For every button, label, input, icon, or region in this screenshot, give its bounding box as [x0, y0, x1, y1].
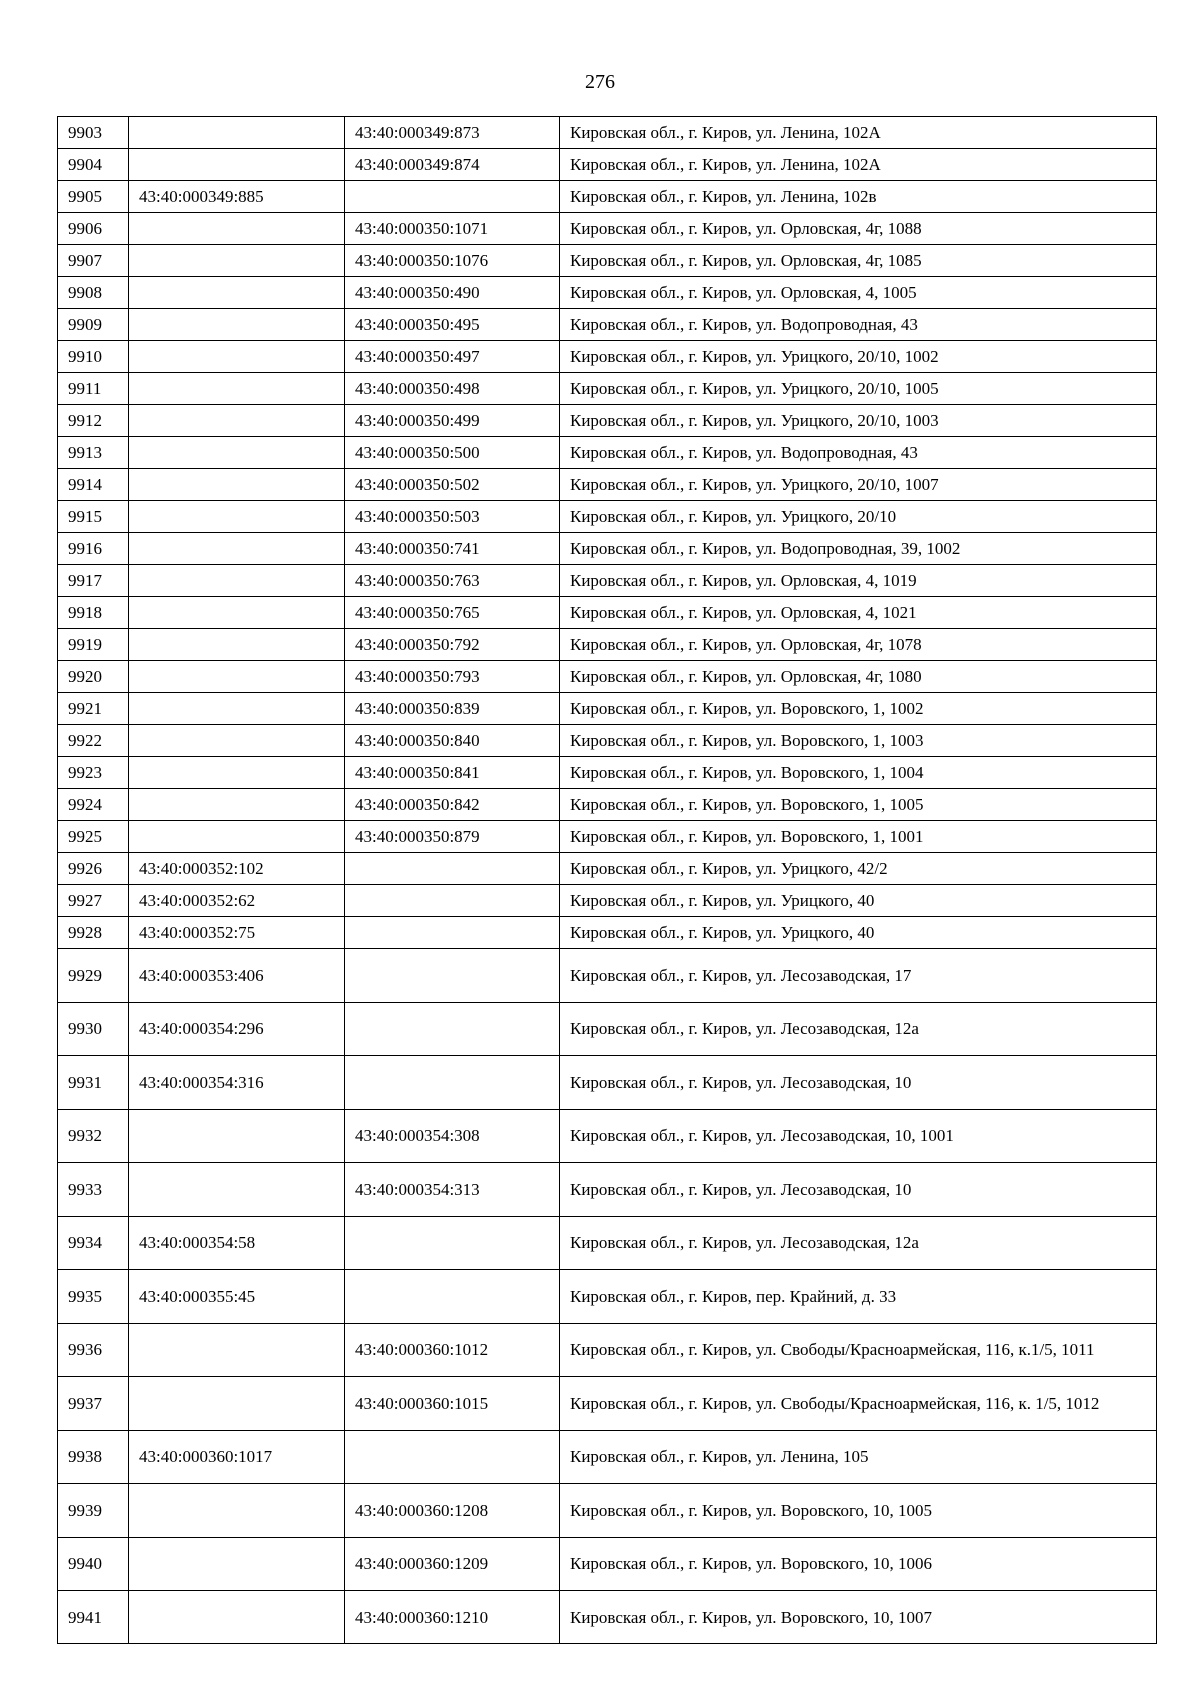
table-row — [58, 821, 1157, 853]
cadastral-number-primary — [129, 149, 345, 181]
address: Кировская обл., г. Киров, ул. Лесозаводская, 10 — [560, 1163, 1157, 1217]
cadastral-number-primary — [129, 821, 345, 853]
address: Кировская обл., г. Киров, ул. Урицкого, 20/10, 1003 — [560, 405, 1157, 437]
cadastral-number-primary — [129, 1591, 345, 1644]
address: Кировская обл., г. Киров, ул. Воровского, 1, 1003 — [560, 725, 1157, 757]
cadastral-number-secondary: 43:40:000350:495 — [345, 309, 560, 341]
address: Кировская обл., г. Киров, ул. Орловская, 4г, 1078 — [560, 629, 1157, 661]
row-number: 9903 — [58, 117, 129, 149]
cadastral-number-primary — [129, 789, 345, 821]
row-number: 9916 — [58, 533, 129, 565]
cadastral-number-primary: 43:40:000349:885 — [129, 181, 345, 213]
cadastral-number-primary — [129, 661, 345, 693]
cadastral-number-secondary: 43:40:000350:842 — [345, 789, 560, 821]
cadastral-number-primary: 43:40:000355:45 — [129, 1270, 345, 1324]
cadastral-number-primary — [129, 341, 345, 373]
cadastral-number-secondary: 43:40:000354:313 — [345, 1163, 560, 1217]
row-number: 9940 — [58, 1537, 129, 1591]
cadastral-number-primary — [129, 693, 345, 725]
row-number: 9931 — [58, 1056, 129, 1110]
cadastral-number-primary — [129, 501, 345, 533]
row-number: 9920 — [58, 661, 129, 693]
cadastral-number-primary: 43:40:000354:58 — [129, 1216, 345, 1270]
cadastral-number-secondary — [345, 1270, 560, 1324]
row-number: 9936 — [58, 1323, 129, 1377]
table-row — [58, 917, 1157, 949]
table-row — [58, 853, 1157, 885]
row-number: 9911 — [58, 373, 129, 405]
cadastral-number-secondary: 43:40:000350:741 — [345, 533, 560, 565]
cadastral-number-secondary — [345, 1056, 560, 1110]
table-row — [58, 469, 1157, 501]
registry-table — [57, 116, 1157, 1644]
cadastral-number-primary — [129, 277, 345, 309]
row-number: 9924 — [58, 789, 129, 821]
cadastral-number-primary — [129, 405, 345, 437]
cadastral-number-primary: 43:40:000354:316 — [129, 1056, 345, 1110]
address: Кировская обл., г. Киров, ул. Водопроводная, 43 — [560, 309, 1157, 341]
table-row — [58, 245, 1157, 277]
address: Кировская обл., г. Киров, ул. Лесозаводская, 17 — [560, 949, 1157, 1003]
cadastral-number-primary — [129, 245, 345, 277]
cadastral-number-secondary: 43:40:000350:841 — [345, 757, 560, 789]
cadastral-number-primary — [129, 469, 345, 501]
row-number: 9905 — [58, 181, 129, 213]
address: Кировская обл., г. Киров, ул. Орловская, 4г, 1080 — [560, 661, 1157, 693]
cadastral-number-secondary: 43:40:000350:839 — [345, 693, 560, 725]
table-row — [58, 1109, 1157, 1163]
table-row — [58, 501, 1157, 533]
cadastral-number-secondary — [345, 885, 560, 917]
address: Кировская обл., г. Киров, ул. Лесозаводская, 10 — [560, 1056, 1157, 1110]
table-row — [58, 1430, 1157, 1484]
address: Кировская обл., г. Киров, ул. Ленина, 102А — [560, 117, 1157, 149]
cadastral-number-primary — [129, 213, 345, 245]
cadastral-number-secondary: 43:40:000354:308 — [345, 1109, 560, 1163]
table-row — [58, 309, 1157, 341]
row-number: 9932 — [58, 1109, 129, 1163]
table-row — [58, 1537, 1157, 1591]
cadastral-number-primary — [129, 1377, 345, 1431]
address: Кировская обл., г. Киров, ул. Ленина, 102в — [560, 181, 1157, 213]
address: Кировская обл., г. Киров, ул. Ленина, 105 — [560, 1430, 1157, 1484]
table-row — [58, 1163, 1157, 1217]
row-number: 9908 — [58, 277, 129, 309]
cadastral-number-secondary — [345, 853, 560, 885]
row-number: 9934 — [58, 1216, 129, 1270]
address: Кировская обл., г. Киров, ул. Воровского, 1, 1004 — [560, 757, 1157, 789]
table-row — [58, 533, 1157, 565]
cadastral-number-primary — [129, 757, 345, 789]
cadastral-number-primary — [129, 117, 345, 149]
table-row — [58, 437, 1157, 469]
table-row — [58, 149, 1157, 181]
address: Кировская обл., г. Киров, ул. Водопроводная, 39, 1002 — [560, 533, 1157, 565]
table-row — [58, 1216, 1157, 1270]
cadastral-number-secondary: 43:40:000360:1012 — [345, 1323, 560, 1377]
cadastral-number-primary — [129, 725, 345, 757]
row-number: 9923 — [58, 757, 129, 789]
address: Кировская обл., г. Киров, ул. Воровского, 1, 1002 — [560, 693, 1157, 725]
row-number: 9928 — [58, 917, 129, 949]
address: Кировская обл., г. Киров, ул. Лесозаводская, 12а — [560, 1002, 1157, 1056]
table-row — [58, 885, 1157, 917]
row-number: 9930 — [58, 1002, 129, 1056]
cadastral-number-primary — [129, 437, 345, 469]
cadastral-number-secondary: 43:40:000350:1071 — [345, 213, 560, 245]
address: Кировская обл., г. Киров, ул. Урицкого, 40 — [560, 917, 1157, 949]
row-number: 9907 — [58, 245, 129, 277]
cadastral-number-secondary: 43:40:000350:793 — [345, 661, 560, 693]
cadastral-number-primary — [129, 1484, 345, 1538]
cadastral-number-secondary — [345, 1430, 560, 1484]
table-row — [58, 725, 1157, 757]
cadastral-number-primary — [129, 1163, 345, 1217]
address: Кировская обл., г. Киров, ул. Водопроводная, 43 — [560, 437, 1157, 469]
registry-table-body — [58, 117, 1157, 1644]
table-row — [58, 661, 1157, 693]
row-number: 9925 — [58, 821, 129, 853]
cadastral-number-secondary — [345, 917, 560, 949]
table-row — [58, 757, 1157, 789]
cadastral-number-primary: 43:40:000354:296 — [129, 1002, 345, 1056]
row-number: 9921 — [58, 693, 129, 725]
address: Кировская обл., г. Киров, ул. Урицкого, 20/10 — [560, 501, 1157, 533]
cadastral-number-secondary: 43:40:000350:1076 — [345, 245, 560, 277]
row-number: 9927 — [58, 885, 129, 917]
table-row — [58, 1484, 1157, 1538]
cadastral-number-secondary — [345, 1002, 560, 1056]
cadastral-number-secondary: 43:40:000350:840 — [345, 725, 560, 757]
address: Кировская обл., г. Киров, ул. Урицкого, 20/10, 1005 — [560, 373, 1157, 405]
table-row — [58, 1270, 1157, 1324]
cadastral-number-secondary: 43:40:000350:497 — [345, 341, 560, 373]
row-number: 9912 — [58, 405, 129, 437]
cadastral-number-primary: 43:40:000352:75 — [129, 917, 345, 949]
table-row — [58, 1056, 1157, 1110]
cadastral-number-secondary: 43:40:000350:763 — [345, 565, 560, 597]
address: Кировская обл., г. Киров, ул. Урицкого, 20/10, 1002 — [560, 341, 1157, 373]
address: Кировская обл., г. Киров, ул. Орловская, 4г, 1085 — [560, 245, 1157, 277]
table-row — [58, 565, 1157, 597]
cadastral-number-primary — [129, 1537, 345, 1591]
table-row — [58, 693, 1157, 725]
address: Кировская обл., г. Киров, ул. Воровского, 10, 1006 — [560, 1537, 1157, 1591]
address: Кировская обл., г. Киров, ул. Урицкого, 42/2 — [560, 853, 1157, 885]
cadastral-number-primary — [129, 629, 345, 661]
row-number: 9938 — [58, 1430, 129, 1484]
table-row — [58, 213, 1157, 245]
row-number: 9913 — [58, 437, 129, 469]
cadastral-number-secondary: 43:40:000350:499 — [345, 405, 560, 437]
table-row — [58, 1002, 1157, 1056]
row-number: 9906 — [58, 213, 129, 245]
table-row — [58, 1377, 1157, 1431]
row-number: 9933 — [58, 1163, 129, 1217]
row-number: 9939 — [58, 1484, 129, 1538]
row-number: 9918 — [58, 597, 129, 629]
address: Кировская обл., г. Киров, ул. Воровского, 10, 1005 — [560, 1484, 1157, 1538]
table-row — [58, 181, 1157, 213]
address: Кировская обл., г. Киров, ул. Воровского, 10, 1007 — [560, 1591, 1157, 1644]
address: Кировская обл., г. Киров, ул. Урицкого, 20/10, 1007 — [560, 469, 1157, 501]
row-number: 9926 — [58, 853, 129, 885]
table-row — [58, 1323, 1157, 1377]
row-number: 9914 — [58, 469, 129, 501]
cadastral-number-primary — [129, 309, 345, 341]
cadastral-number-secondary — [345, 949, 560, 1003]
address: Кировская обл., г. Киров, ул. Урицкого, 40 — [560, 885, 1157, 917]
table-row — [58, 789, 1157, 821]
address: Кировская обл., г. Киров, ул. Свободы/Красноармейская, 116, к. 1/5, 1012 — [560, 1377, 1157, 1431]
cadastral-number-primary: 43:40:000353:406 — [129, 949, 345, 1003]
row-number: 9910 — [58, 341, 129, 373]
cadastral-number-primary: 43:40:000352:102 — [129, 853, 345, 885]
table-row — [58, 405, 1157, 437]
row-number: 9919 — [58, 629, 129, 661]
cadastral-number-secondary: 43:40:000350:502 — [345, 469, 560, 501]
cadastral-number-primary — [129, 597, 345, 629]
address: Кировская обл., г. Киров, ул. Ленина, 102А — [560, 149, 1157, 181]
table-row — [58, 373, 1157, 405]
cadastral-number-secondary: 43:40:000350:498 — [345, 373, 560, 405]
row-number: 9922 — [58, 725, 129, 757]
cadastral-number-secondary — [345, 181, 560, 213]
cadastral-number-primary — [129, 565, 345, 597]
cadastral-number-secondary: 43:40:000350:490 — [345, 277, 560, 309]
cadastral-number-secondary: 43:40:000349:874 — [345, 149, 560, 181]
table-row — [58, 949, 1157, 1003]
address: Кировская обл., г. Киров, ул. Орловская, 4г, 1088 — [560, 213, 1157, 245]
cadastral-number-secondary: 43:40:000360:1208 — [345, 1484, 560, 1538]
cadastral-number-secondary: 43:40:000360:1015 — [345, 1377, 560, 1431]
row-number: 9937 — [58, 1377, 129, 1431]
table-row — [58, 341, 1157, 373]
cadastral-number-secondary: 43:40:000350:765 — [345, 597, 560, 629]
cadastral-number-secondary: 43:40:000349:873 — [345, 117, 560, 149]
row-number: 9909 — [58, 309, 129, 341]
address: Кировская обл., г. Киров, ул. Воровского, 1, 1001 — [560, 821, 1157, 853]
cadastral-number-primary — [129, 373, 345, 405]
table-row — [58, 1591, 1157, 1644]
address: Кировская обл., г. Киров, пер. Крайний, д. 33 — [560, 1270, 1157, 1324]
cadastral-number-primary — [129, 1109, 345, 1163]
table-row — [58, 277, 1157, 309]
address: Кировская обл., г. Киров, ул. Свободы/Красноармейская, 116, к.1/5, 1011 — [560, 1323, 1157, 1377]
address: Кировская обл., г. Киров, ул. Орловская, 4, 1021 — [560, 597, 1157, 629]
address: Кировская обл., г. Киров, ул. Орловская, 4, 1019 — [560, 565, 1157, 597]
cadastral-number-secondary: 43:40:000350:503 — [345, 501, 560, 533]
table-row — [58, 117, 1157, 149]
page-number: 276 — [585, 71, 615, 93]
address: Кировская обл., г. Киров, ул. Орловская, 4, 1005 — [560, 277, 1157, 309]
cadastral-number-secondary: 43:40:000350:792 — [345, 629, 560, 661]
table-row — [58, 629, 1157, 661]
cadastral-number-primary — [129, 1323, 345, 1377]
address: Кировская обл., г. Киров, ул. Лесозаводская, 12а — [560, 1216, 1157, 1270]
cadastral-number-primary: 43:40:000360:1017 — [129, 1430, 345, 1484]
cadastral-number-secondary: 43:40:000350:500 — [345, 437, 560, 469]
cadastral-number-primary — [129, 533, 345, 565]
row-number: 9929 — [58, 949, 129, 1003]
row-number: 9935 — [58, 1270, 129, 1324]
cadastral-number-primary: 43:40:000352:62 — [129, 885, 345, 917]
row-number: 9915 — [58, 501, 129, 533]
row-number: 9904 — [58, 149, 129, 181]
cadastral-number-secondary — [345, 1216, 560, 1270]
address: Кировская обл., г. Киров, ул. Лесозаводская, 10, 1001 — [560, 1109, 1157, 1163]
table-row — [58, 597, 1157, 629]
cadastral-number-secondary: 43:40:000360:1210 — [345, 1591, 560, 1644]
cadastral-number-secondary: 43:40:000350:879 — [345, 821, 560, 853]
cadastral-number-secondary: 43:40:000360:1209 — [345, 1537, 560, 1591]
row-number: 9917 — [58, 565, 129, 597]
row-number: 9941 — [58, 1591, 129, 1644]
address: Кировская обл., г. Киров, ул. Воровского, 1, 1005 — [560, 789, 1157, 821]
